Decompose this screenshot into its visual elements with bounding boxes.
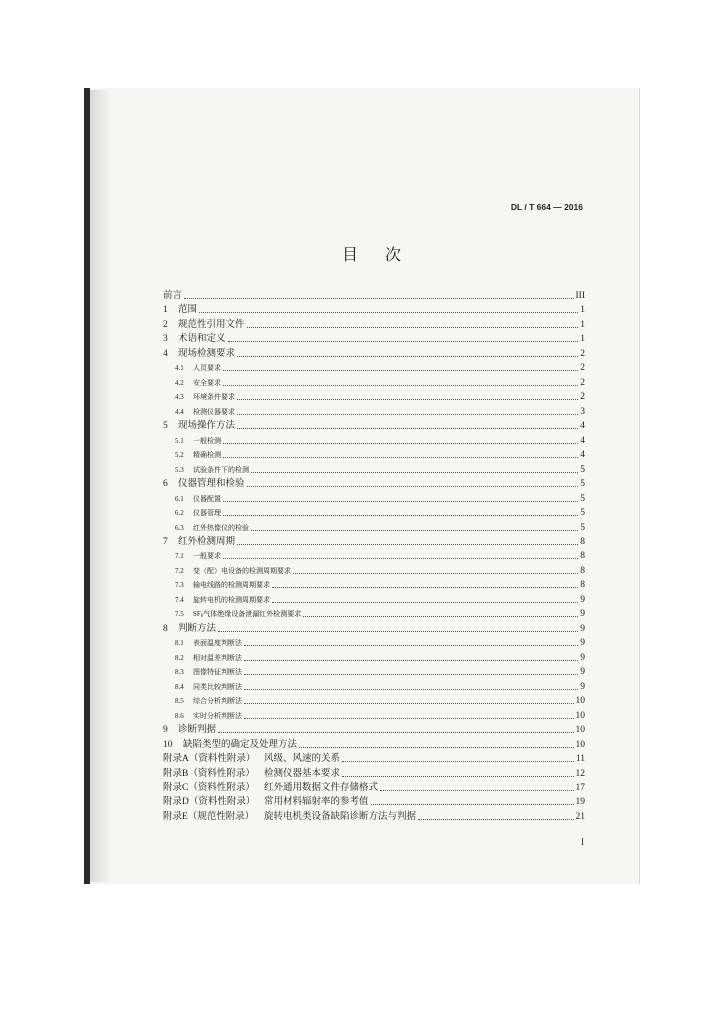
toc-entry-page: 5 xyxy=(580,464,585,475)
toc-dot-leader xyxy=(218,732,573,733)
toc-entry xyxy=(163,795,585,809)
toc-dot-leader xyxy=(244,674,578,675)
toc-entry xyxy=(175,390,585,404)
toc-entry-title xyxy=(183,738,297,752)
toc-entry-number: 5.1 xyxy=(175,436,184,445)
toc-entry xyxy=(175,549,585,563)
toc-entry xyxy=(175,593,585,607)
toc-entry-page: 8 xyxy=(580,565,585,576)
toc-entry-page: 10 xyxy=(575,696,585,707)
toc-entry-number: 5.2 xyxy=(175,451,184,460)
scan-binding-shadow xyxy=(90,90,112,882)
toc-entry-title xyxy=(264,795,369,809)
toc-entry-title xyxy=(193,448,221,462)
toc-entry-title-text: 范围 xyxy=(178,305,198,316)
toc-entry-title xyxy=(264,810,416,824)
toc-entry xyxy=(175,636,585,650)
toc-entry-title xyxy=(193,578,270,592)
toc-entry-title-subscript: 6 xyxy=(200,614,204,620)
toc-entry-title-text: 试验条件下的检测 xyxy=(193,465,249,474)
toc-dot-leader xyxy=(342,761,574,762)
toc-dot-leader xyxy=(371,804,574,805)
toc-entry-title-text: 仪器管理和检验 xyxy=(178,479,245,490)
toc-entry-number: 3 xyxy=(163,334,168,345)
toc-entry xyxy=(175,709,585,723)
toc-entry-title-text: 人员要求 xyxy=(193,364,221,373)
toc-dot-leader xyxy=(223,501,578,502)
toc-entry-title xyxy=(193,434,221,448)
toc-entry-page: 17 xyxy=(575,782,585,793)
toc-entry-title-text: 规范性引用文件 xyxy=(178,319,245,330)
toc-entry-number: 附录D（资料性附录） xyxy=(163,797,256,808)
toc-dot-leader xyxy=(299,747,573,748)
toc-entry-title-text: SF xyxy=(193,610,201,619)
toc-entry-number: 7.5 xyxy=(175,610,184,619)
toc-entry-number: 1 xyxy=(163,305,168,316)
toc-entry-title xyxy=(264,752,340,766)
toc-entry-title-text: 安全要求 xyxy=(193,378,221,387)
toc-dot-leader xyxy=(380,790,573,791)
toc-entry-title-rest: 气体绝缘设备泄漏红外检测要求 xyxy=(203,610,302,619)
toc-entry-number: 5 xyxy=(163,421,168,432)
toc-entry-title-text: 输电线路的检测周期要求 xyxy=(193,581,270,590)
toc-entry xyxy=(175,564,585,578)
toc-entry-title xyxy=(193,361,221,375)
toc-entry-title xyxy=(264,781,378,795)
toc-entry-title-text: 一般检测 xyxy=(193,436,221,445)
toc-entry-page: 4 xyxy=(580,450,585,461)
toc-entry-page: 9 xyxy=(580,652,585,663)
toc-entry-title-text: 缺陷类型的确定及处理方法 xyxy=(183,739,298,750)
toc-entry-title xyxy=(178,318,245,332)
toc-dot-leader xyxy=(418,819,573,820)
toc-entry xyxy=(163,318,585,332)
toc-entry-title xyxy=(178,622,216,636)
toc-entry-title-text: 红外检测周期 xyxy=(178,536,236,547)
toc-entry-title xyxy=(178,419,235,433)
toc-entry-title xyxy=(193,636,242,650)
toc-entry xyxy=(175,376,585,390)
toc-dot-leader xyxy=(251,472,578,473)
toc-dot-leader xyxy=(342,776,573,777)
toc-entry-title xyxy=(193,463,249,477)
toc-entry-page: 2 xyxy=(580,392,585,403)
toc-entry xyxy=(163,767,585,781)
toc-dot-leader xyxy=(223,558,578,559)
toc-dot-leader xyxy=(247,327,579,328)
toc-entry-number: 附录C（资料性附录） xyxy=(163,782,255,793)
toc-dot-leader xyxy=(228,341,579,342)
toc-entry-page: 8 xyxy=(580,580,585,591)
toc-dot-leader xyxy=(244,718,574,719)
toc-entry-title xyxy=(193,492,221,506)
toc-entry-title xyxy=(193,680,242,694)
toc-entry-title-text: 前言 xyxy=(163,291,183,301)
toc-entry-title xyxy=(178,347,235,361)
toc-entry-page: 11 xyxy=(575,754,585,765)
toc-entry-page: 9 xyxy=(580,667,585,678)
toc-entry-title xyxy=(163,289,182,303)
toc-entry-page: 10 xyxy=(575,710,585,721)
toc-entry-page: 9 xyxy=(580,638,585,649)
toc-entry xyxy=(163,810,585,824)
toc-entry-number: 7 xyxy=(163,536,168,547)
toc-dot-leader xyxy=(237,399,578,400)
toc-entry xyxy=(175,361,585,375)
toc-entry-page: 5 xyxy=(580,479,585,490)
toc-entry-page: 8 xyxy=(580,536,585,547)
toc-dot-leader xyxy=(272,587,578,588)
toc-entry-number: 9 xyxy=(163,725,168,736)
toc-heading: 目次 xyxy=(342,247,429,264)
toc-entry xyxy=(175,680,585,694)
toc-entry-title-text: 仪器配置 xyxy=(193,494,221,503)
toc-dot-leader xyxy=(223,370,578,371)
toc-entry-title-text: 红外热像仪的检验 xyxy=(193,523,249,532)
toc-entry xyxy=(175,448,585,462)
toc-entry-title xyxy=(264,767,340,781)
toc-dot-leader xyxy=(237,544,578,545)
toc-entry-title-text: 表面温度判断法 xyxy=(193,639,242,648)
toc-entry-title-text: 旋转电机的检测周期要求 xyxy=(193,595,270,604)
toc-entry xyxy=(175,463,585,477)
toc-entry-number: 8.2 xyxy=(175,653,184,662)
toc-entry-title xyxy=(193,593,270,607)
toc-entry-title-text: 旋转电机类设备缺陷诊断方法与判据 xyxy=(264,811,417,822)
toc-entry xyxy=(163,622,585,636)
toc-entry-title xyxy=(193,506,221,520)
toc-entry-number: 8.4 xyxy=(175,682,184,691)
toc-entry-title xyxy=(193,405,235,419)
toc-entry-number: 8.6 xyxy=(175,711,184,720)
toc-entry-title-text: 精确检测 xyxy=(193,451,221,460)
toc-entry-title xyxy=(193,521,249,535)
toc-entry-page: 2 xyxy=(580,363,585,374)
toc-entry-title-text: 判断方法 xyxy=(178,623,217,634)
toc-entry-number: 7.1 xyxy=(175,552,184,561)
toc-entry-page: 9 xyxy=(580,681,585,692)
toc-entry-title-text: 检测仪器基本要求 xyxy=(264,768,341,779)
toc-entry-title xyxy=(193,694,242,708)
toc-entry-title xyxy=(193,651,242,665)
toc-entry-number: 8 xyxy=(163,623,168,634)
toc-entry xyxy=(175,521,585,535)
toc-entry-title-text: 风级、风速的关系 xyxy=(264,754,341,765)
toc-entry xyxy=(163,477,585,491)
toc-entry-title xyxy=(193,549,221,563)
toc-entry-number: 5.3 xyxy=(175,465,184,474)
toc-entry-number: 附录A（资料性附录） xyxy=(163,754,256,765)
toc-dot-leader xyxy=(244,660,578,661)
toc-entry xyxy=(175,434,585,448)
toc-entry-title-text: 诊断判据 xyxy=(178,725,217,736)
toc-entry-title-text: 仪器管理 xyxy=(193,509,221,518)
toc-entry-page: 8 xyxy=(580,551,585,562)
standard-code: DL / T 664 — 2016 xyxy=(510,202,583,212)
toc-entry-page: 2 xyxy=(580,377,585,388)
toc-entry-page: 1 xyxy=(580,334,585,345)
toc-entry-title-text: 实时分析判断法 xyxy=(193,711,242,720)
toc-entry-number: 8.1 xyxy=(175,639,184,648)
toc-entry-title xyxy=(193,390,235,404)
toc-dot-leader xyxy=(237,356,578,357)
toc-entry-number: 4 xyxy=(163,348,168,359)
toc-dot-leader xyxy=(199,312,578,313)
toc-entry xyxy=(163,752,585,766)
toc-dot-leader xyxy=(223,385,578,386)
page-number: I xyxy=(581,837,584,847)
toc-entry-page: 1 xyxy=(580,319,585,330)
toc-entry-page: 5 xyxy=(580,493,585,504)
toc-entry xyxy=(175,607,585,621)
toc-dot-leader xyxy=(184,298,573,299)
toc-entry-number: 附录B（资料性附录） xyxy=(163,768,255,779)
toc-entry-page: III xyxy=(575,291,585,301)
toc-entry-title-text: 现场检测要求 xyxy=(178,348,236,359)
toc-entry xyxy=(163,781,585,795)
toc-entry xyxy=(163,419,585,433)
toc-entry-page: 9 xyxy=(580,623,585,634)
toc-entry xyxy=(175,578,585,592)
toc-entry-page: 10 xyxy=(575,739,585,750)
toc-entry-page: 10 xyxy=(575,725,585,736)
toc-entry-title-text: 一般要求 xyxy=(193,552,221,561)
toc-entry-title-text: 红外通用数据文件存储格式 xyxy=(264,782,379,793)
toc-entry-number: 7.4 xyxy=(175,595,184,604)
toc-entry xyxy=(175,694,585,708)
toc-entry xyxy=(163,289,585,303)
toc-entry-number: 附录E（规范性附录） xyxy=(163,811,255,822)
toc-dot-leader xyxy=(218,631,578,632)
toc-entry-number: 4.2 xyxy=(175,378,184,387)
toc-entry-title-text: 变（配）电设备的检测周期要求 xyxy=(193,566,291,575)
toc-entry-title xyxy=(193,665,242,679)
toc-dot-leader xyxy=(244,703,574,704)
toc-entry-page: 21 xyxy=(575,811,585,822)
toc-entry-number: 7.2 xyxy=(175,566,184,575)
toc-entry-number: 6.3 xyxy=(175,523,184,532)
toc-entry xyxy=(175,492,585,506)
toc-dot-leader xyxy=(247,486,579,487)
toc-entry-page: 4 xyxy=(580,421,585,432)
toc-entry-page: 1 xyxy=(580,305,585,316)
toc-entry xyxy=(175,651,585,665)
toc-entry-number: 6 xyxy=(163,479,168,490)
toc-entry-title xyxy=(178,535,235,549)
toc-entry-number: 10 xyxy=(163,739,173,750)
toc-entry-page: 5 xyxy=(580,508,585,519)
toc-entry xyxy=(163,723,585,737)
toc-entry-title-text: 术语和定义 xyxy=(178,334,226,345)
toc-entry-title-text: 综合分析判断法 xyxy=(193,697,242,706)
toc-entry-number: 4.1 xyxy=(175,364,184,373)
toc-dot-leader xyxy=(244,689,578,690)
toc-entry xyxy=(163,303,585,317)
toc-entry-number: 6.2 xyxy=(175,509,184,518)
toc-entry-title xyxy=(178,303,197,317)
toc-entry-title-text: 图像特征判断法 xyxy=(193,668,242,677)
toc-entry-title xyxy=(178,477,245,491)
toc-entry-number: 4.3 xyxy=(175,393,184,402)
toc-entry-title-text: 检测仪器要求 xyxy=(193,407,235,416)
toc-entry-page: 9 xyxy=(580,594,585,605)
toc-entry-title-text: 同类比较判断法 xyxy=(193,682,242,691)
toc-entry-title-text: 现场操作方法 xyxy=(178,421,236,432)
toc-entry-number: 2 xyxy=(163,319,168,330)
toc-entry-title-text: 环境条件要求 xyxy=(193,393,235,402)
toc-entry-page: 5 xyxy=(580,522,585,533)
toc-dot-leader xyxy=(237,428,578,429)
toc-entry xyxy=(163,738,585,752)
toc-entry xyxy=(163,332,585,346)
toc-entry-page: 19 xyxy=(575,797,585,808)
toc-entry-page: 4 xyxy=(580,435,585,446)
toc-entry-title xyxy=(178,332,226,346)
toc-entry xyxy=(175,506,585,520)
toc-entry-page: 2 xyxy=(580,348,585,359)
toc-entry-title-text: 相对温差判断法 xyxy=(193,653,242,662)
toc-entry-number: 7.3 xyxy=(175,581,184,590)
toc-entry-title-text: 常用材料辐射率的参考值 xyxy=(264,797,369,808)
toc-entry xyxy=(175,405,585,419)
toc-entry-title xyxy=(193,564,291,578)
toc-dot-leader xyxy=(251,530,578,531)
toc-dot-leader xyxy=(303,616,578,617)
toc-dot-leader xyxy=(223,443,578,444)
toc-dot-leader xyxy=(223,457,578,458)
toc-entry-title xyxy=(193,709,242,723)
toc-dot-leader xyxy=(293,573,578,574)
toc-entry-title xyxy=(193,376,221,390)
toc-entry xyxy=(175,665,585,679)
toc-entry xyxy=(163,347,585,361)
toc-entry-number: 8.3 xyxy=(175,668,184,677)
toc-entry xyxy=(163,535,585,549)
toc-entry-number: 4.4 xyxy=(175,407,184,416)
toc-entry-number: 6.1 xyxy=(175,494,184,503)
toc-entry-page: 9 xyxy=(580,609,585,620)
toc-dot-leader xyxy=(223,515,578,516)
toc-entry-page: 3 xyxy=(580,406,585,417)
toc-entry-title xyxy=(193,607,301,621)
toc-entry-number: 8.5 xyxy=(175,697,184,706)
toc-dot-leader xyxy=(237,414,578,415)
toc-entry-page: 12 xyxy=(575,768,585,779)
toc-dot-leader xyxy=(244,645,578,646)
toc-entry-title xyxy=(178,723,216,737)
toc-dot-leader xyxy=(272,602,578,603)
